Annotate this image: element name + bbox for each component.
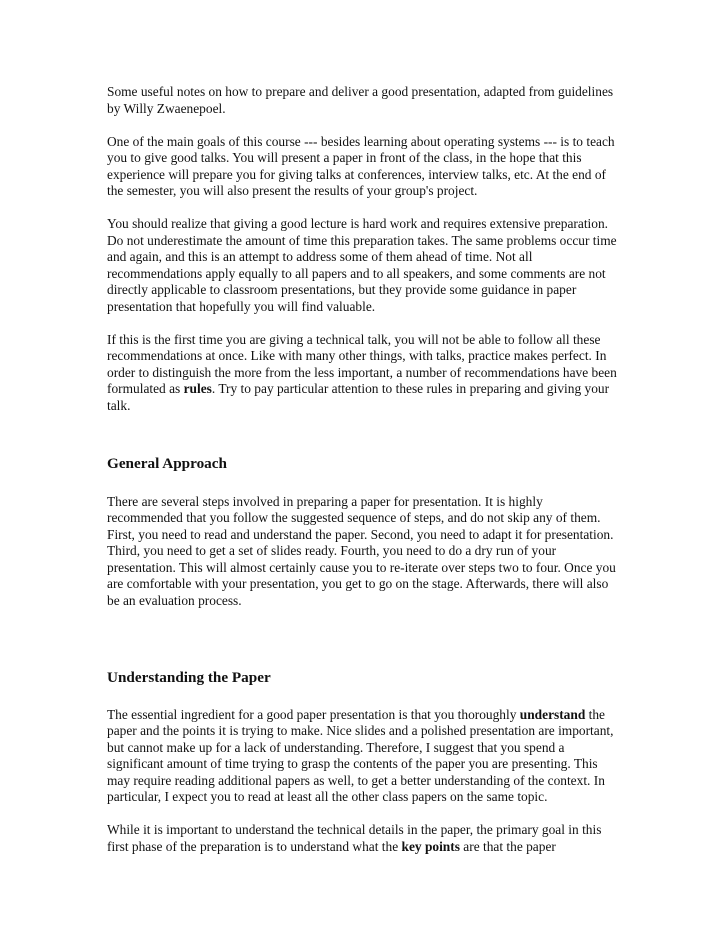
heading-spacer	[107, 687, 619, 707]
heading-spacer	[107, 473, 619, 494]
understanding-paragraph-1-text-b: the paper and the points it is trying to make. Nice slides and a polished presentation are important, but cannot make up for a lack of understanding. Therefore, I suggest that you spend a significant amount of time trying to grasp the contents of the paper you are presenting. This may require reading additional papers as well, to get a better understanding of the context. In particular, I expect you to read at least all the other class papers on the same topic.	[107, 706, 614, 804]
section-spacer	[107, 431, 619, 455]
intro-paragraph-2: One of the main goals of this course --- besides learning about operating systems --- is to teach you to give good talks. You will present a paper in front of the class, in the hope that this experience will prepare you for giving talks at conferences, interview talks, etc. At the end of the semester, you will also present the results of your group's project.	[107, 133, 615, 198]
intro-paragraph-4	[107, 332, 619, 415]
understanding-heading: Understanding the Paper	[107, 668, 271, 686]
document-page	[107, 84, 619, 872]
intro-paragraph-1: Some useful notes on how to prepare and deliver a good presentation, adapted from guidelines by Willy Zwaenepoel.	[107, 84, 614, 116]
intro-paragraph-4-text-a: If this is the first time you are giving a technical talk, you will not be able to follow all these recommendations at once. Like with many other things, with talks, practice makes perfect. In order to distinguish the more from the less important, a number of recommendations have been formulated as	[107, 331, 617, 396]
intro-paragraph-3: You should realize that giving a good lecture is hard work and requires extensive preparation. Do not underestimate the amount of time this preparation takes. The same problems occur time and again, and this is an attempt to address some of them ahead of time. Not all recommendations apply equally to all papers and to all speakers, and some comments are not directly applicable to classroom presentations, but they provide some guidance in paper presentation that hopefully you will find valuable.	[107, 216, 617, 314]
understanding-paragraph-2-text-b: are that the paper	[459, 838, 556, 854]
section-spacer	[107, 626, 619, 669]
key-points-emphasis: key points	[401, 838, 460, 854]
understanding-paragraph-1	[107, 707, 619, 806]
general-approach-paragraph: There are several steps involved in preparing a paper for presentation. It is highly recommended that you follow the suggested sequence of steps, and do not skip any of them. First, you need to read and understand the paper. Second, you need to adapt it for presentation. Third, you need to get a set of slides ready. Fourth, you need to do a dry run of your presentation. This will almost certainly cause you to re-iterate over steps two to four. Once you are comfortable with your presentation, you get to go on the stage. Afterwards, there will also be an evaluation process.	[107, 493, 616, 608]
understand-emphasis: understand	[519, 706, 586, 722]
understanding-paragraph-1-text-a: The essential ingredient for a good paper presentation is that you thoroughly	[107, 706, 520, 722]
intro-paragraph-4-text-b: . Try to pay particular attention to these rules in preparing and giving your talk.	[107, 381, 610, 413]
rules-emphasis: rules	[183, 381, 212, 396]
understanding-paragraph-2	[107, 822, 619, 855]
general-approach-heading: General Approach	[107, 454, 227, 472]
understanding-paragraph-2-text-a: While it is important to understand the technical details in the paper, the primary goal in this first phase of the preparation is to understand what the	[107, 822, 602, 854]
